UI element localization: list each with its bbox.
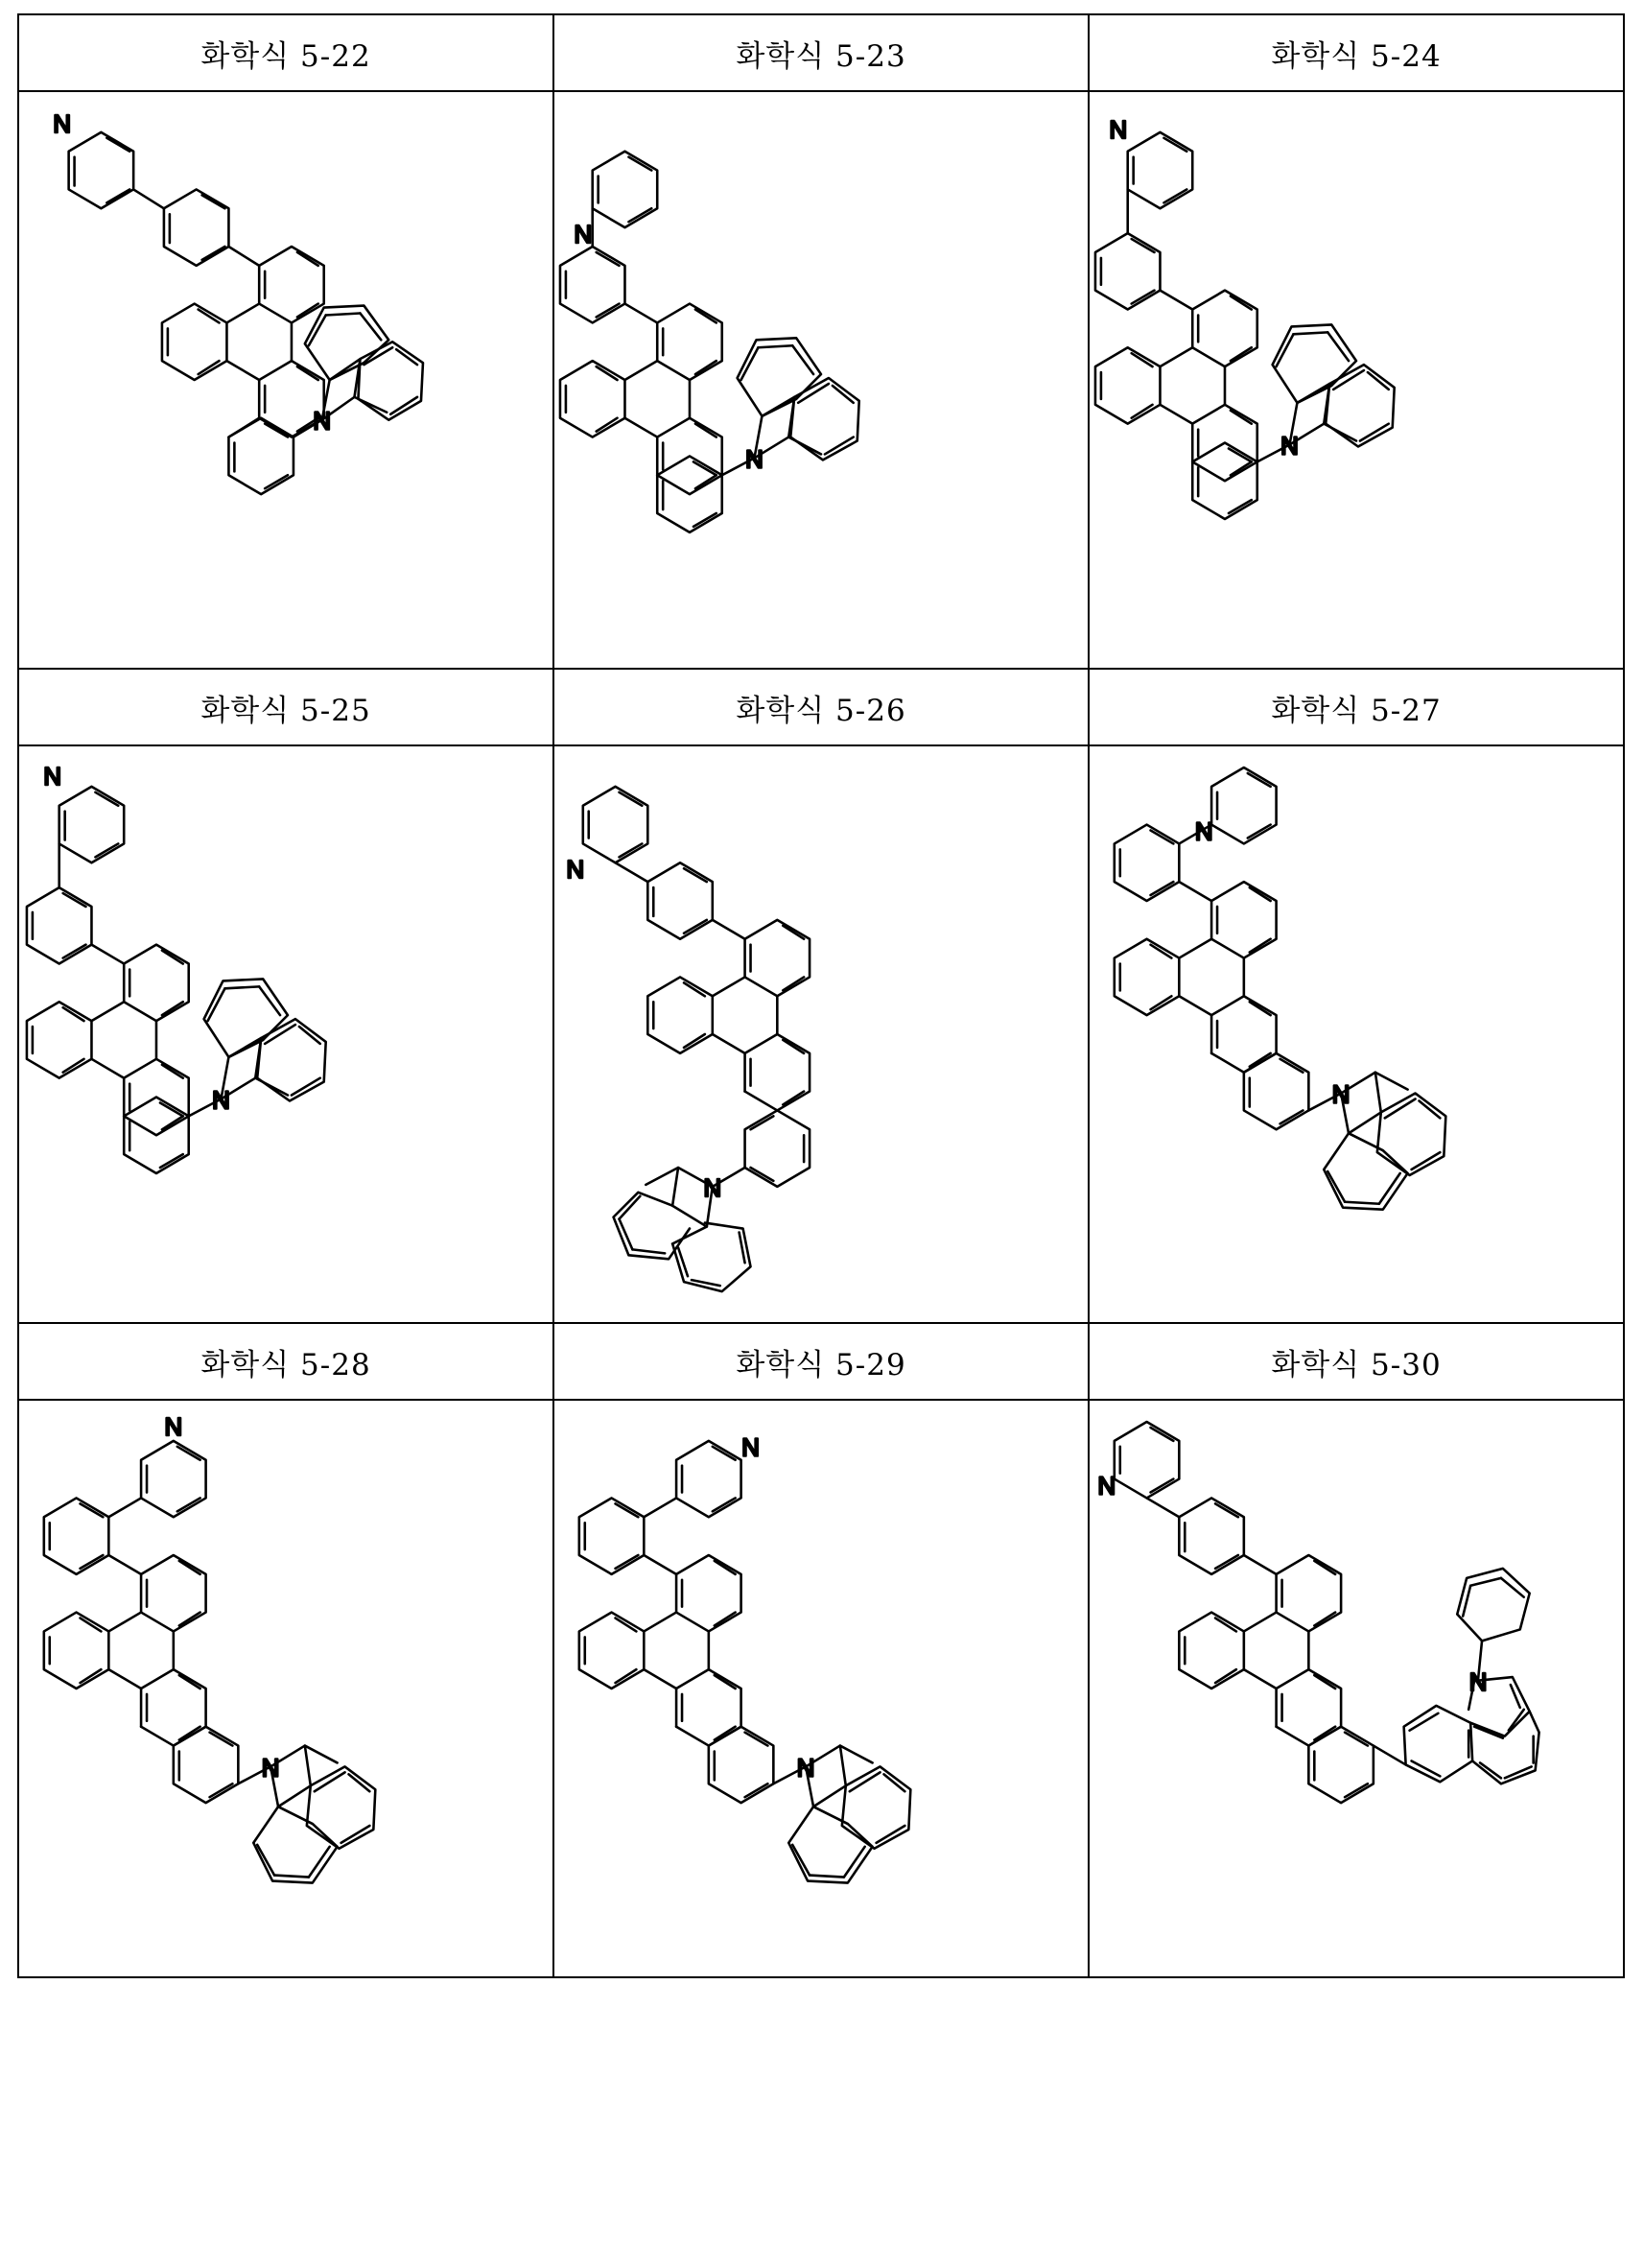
chemical-structure-5-22: [19, 92, 552, 668]
atom-label-n: N: [261, 1755, 280, 1783]
formula-label-cell: [1089, 1323, 1624, 1400]
table-row: [18, 91, 1624, 669]
structure-cell: [553, 1400, 1089, 1977]
formula-label-cell: [18, 1323, 553, 1400]
formula-label-cell: [18, 669, 553, 745]
formula-label-cell: [553, 14, 1089, 91]
formula-label-cell: [1089, 14, 1624, 91]
structure-cell: [1089, 745, 1624, 1323]
chemical-structure-5-26: [554, 746, 1088, 1322]
atom-label-n: N: [745, 446, 763, 474]
atom-label-n: N: [313, 408, 332, 436]
atom-label-n: N: [212, 1087, 230, 1115]
atom-label-n: N: [1331, 1081, 1350, 1109]
atom-label-n: N: [1097, 1473, 1116, 1500]
formula-label: 화학식 5-22: [200, 38, 371, 74]
chemical-structure-5-27: [1090, 746, 1623, 1322]
structure-cell: [18, 91, 553, 669]
table-row: [18, 14, 1624, 91]
atom-label-n: N: [574, 222, 593, 249]
chemical-structure-5-24: [1090, 92, 1623, 668]
structure-cell: [1089, 1400, 1624, 1977]
formula-label: 화학식 5-30: [1271, 1347, 1442, 1382]
structure-cell: [18, 745, 553, 1323]
table-row: [18, 745, 1624, 1323]
chemical-structure-5-28: [19, 1401, 552, 1976]
chemical-structure-5-30: [1090, 1401, 1623, 1976]
chemical-formula-table: [17, 13, 1625, 1978]
formula-label: 화학식 5-23: [736, 38, 906, 74]
table-row: [18, 1400, 1624, 1977]
structure-cell: [553, 91, 1089, 669]
formula-label: 화학식 5-25: [200, 693, 371, 728]
formula-label: 화학식 5-27: [1271, 693, 1442, 728]
chemical-structure-5-29: [554, 1401, 1088, 1976]
atom-label-n: N: [53, 110, 71, 138]
atom-label-n: N: [566, 857, 585, 885]
atom-label-n: N: [164, 1413, 183, 1441]
chemical-structure-5-23: [554, 92, 1088, 668]
formula-label: 화학식 5-26: [736, 693, 906, 728]
atom-label-n: N: [1194, 818, 1213, 846]
formula-label: 화학식 5-28: [200, 1347, 371, 1382]
formula-label-cell: [18, 14, 553, 91]
table-row: [18, 669, 1624, 745]
formula-label-cell: [553, 1323, 1089, 1400]
structure-cell: [553, 745, 1089, 1323]
structure-cell: [1089, 91, 1624, 669]
atom-label-n: N: [703, 1174, 722, 1202]
atom-label-n: N: [741, 1434, 760, 1462]
atom-label-n: N: [1468, 1668, 1488, 1696]
structure-cell: [18, 1400, 553, 1977]
table-row: [18, 1323, 1624, 1400]
atom-label-n: N: [1109, 116, 1128, 144]
chemical-structure-5-25: [19, 746, 552, 1322]
formula-label: 화학식 5-24: [1271, 38, 1442, 74]
atom-label-n: N: [1280, 433, 1299, 461]
formula-label-cell: [553, 669, 1089, 745]
formula-label: 화학식 5-29: [736, 1347, 906, 1382]
atom-label-n: N: [796, 1755, 815, 1783]
atom-label-n: N: [43, 763, 62, 791]
formula-label-cell: [1089, 669, 1624, 745]
